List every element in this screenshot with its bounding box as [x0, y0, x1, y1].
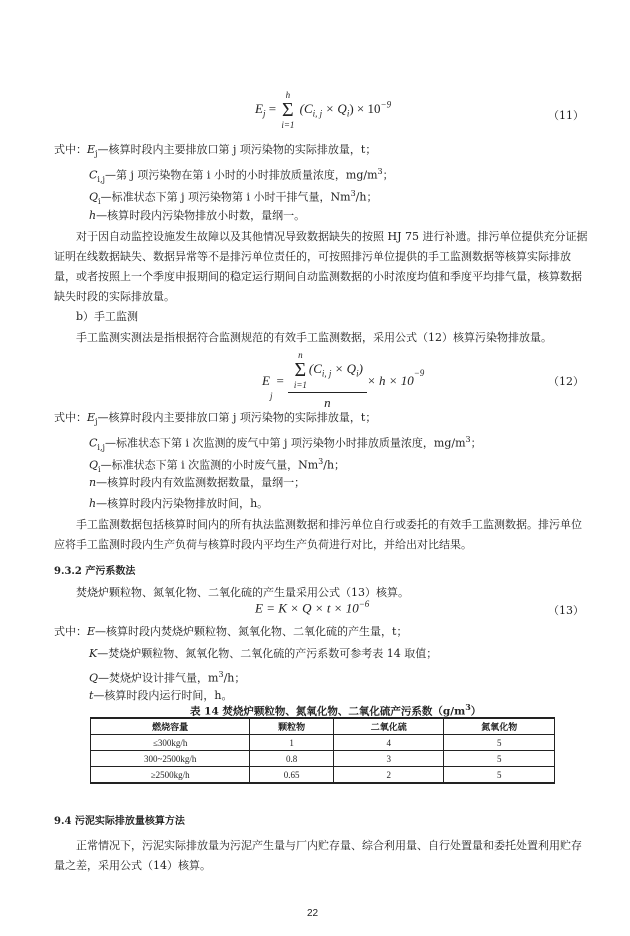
equation-11: $E_j$ = h Σ i=1 $(C_{i, j} \times Q_i) \times 10^{-9}$ [255, 90, 392, 130]
definition-line: $C_{i,j}—$第 j 项污染物在第 i 小时的小时排放质量浓度，$mg/m^3$； [89, 167, 394, 184]
table-cell: 0.65 [250, 767, 334, 784]
table-cell: 0.8 [250, 751, 334, 767]
definition-line: K—焚烧炉颗粒物、氮氧化物、二氧化硫的产污系数可参考表 14 取值； [89, 647, 438, 660]
paragraph: 对于因自动监控设施发生故障以及其他情况导致数据缺失的按照 HJ 75 进行补遗。排污单位提供充分证据证明在线数据缺失、数据异常等不是排污单位责任的，可按照排污单位提供的手工监测数据等核算实际排放量，或者按照上一个季度申报期间的稳定运行期间自动监测数据的小时浓度均值和季度平均排气量，核算数据缺失时段的实际排放量。 [54, 230, 588, 303]
table-cell: 3 [333, 751, 444, 767]
definition-line: $C_{i,j}—$标准状态下第 i 次监测的废气中第 j 项污染物小时排放质量浓度，$mg/m^3$； [89, 435, 482, 452]
table-cell: 4 [333, 735, 444, 751]
definition-line: h—核算时段内污染物排放时间，h。 [89, 497, 269, 510]
section-heading-9-4: 9.4 污泥实际排放量核算方法 [54, 816, 185, 827]
paragraph: 正常情况下，污泥实际排放量为污泥产生量与厂内贮存量、综合利用量、自行处置量和委托处置利用贮存量之差，采用公式（14）核算。 [54, 839, 582, 872]
table-header-row [91, 718, 555, 735]
definition-line: 式中：$E_j—$核算时段内主要排放口第 j 项污染物的实际排放量，t； [54, 411, 377, 427]
table-row [91, 751, 555, 767]
table-cell: 1 [250, 735, 334, 751]
paragraph: 焚烧炉颗粒物、氮氧化物、二氧化硫的产生量采用公式（13）核算。 [76, 586, 409, 599]
table-row [91, 767, 555, 784]
table-cell: 300~2500kg/h [91, 751, 250, 767]
definition-line: h—核算时段内污染物排放小时数，量纲一。 [89, 209, 306, 222]
equation-13-number: （13） [548, 604, 584, 617]
section-heading-9-3-2: 9.3.2 产污系数法 [54, 566, 136, 577]
page-number: 22 [307, 908, 319, 919]
table-row [91, 735, 555, 751]
paragraph: 手工监测数据包括核算时间内的所有执法监测数据和排污单位自行或委托的有效手工监测数据。排污单位应将手工监测时段内生产负荷与核算时段内平均生产负荷进行对比，并给出对比结果。 [54, 518, 582, 551]
table-cell: ≥2500kg/h [91, 767, 250, 784]
equation-12-number: （12） [548, 375, 584, 388]
table-header-cell: 氮氧化物 [444, 718, 555, 735]
definition-line: 式中：E—核算时段内焚烧炉颗粒物、氮氧化物、二氧化硫的产生量，t； [54, 625, 408, 638]
definition-line: $Q_i—$标准状态下第 j 项污染物第 i 小时干排气量，Nm$^3$/h； [89, 189, 378, 206]
equation-12: E j = n Σ i=1 $(C_{i, j} \times Q_i)$ n × h × 10 $^{-9}$ [262, 350, 425, 410]
definition-line: Q—焚烧炉设计排气量，$m^3/h$； [89, 670, 246, 685]
definition-line: $Q_i—$标准状态下第 i 次监测的小时废气量，Nm$^3$/h； [89, 457, 346, 474]
paragraph: 手工监测实测法是指根据符合监测规范的有效手工监测数据，采用公式（12）核算污染物排放量。 [76, 331, 552, 344]
table-cell: 2 [333, 767, 444, 784]
table-caption: 表 14 焚烧炉颗粒物、氮氧化物、二氧化硫产污系数$(g/m^3)$ [190, 702, 482, 718]
table-cell: 5 [444, 767, 555, 784]
table-header-cell: 颗粒物 [250, 718, 334, 735]
table-header-cell: 燃烧容量 [91, 718, 250, 735]
definition-line: n—核算时段内有效监测数据数量，量纲一； [89, 476, 306, 489]
table-cell: 5 [444, 751, 555, 767]
table-cell: 5 [444, 735, 555, 751]
table-header-cell: 二氧化硫 [333, 718, 444, 735]
section-heading-b: b）手工监测 [76, 310, 139, 323]
equation-11-number: （11） [548, 109, 584, 122]
definition-line: t—核算时段内运行时间，h。 [89, 689, 233, 702]
table-14 [90, 717, 555, 784]
definition-line: 式中：$E_j—$核算时段内主要排放口第 j 项污染物的实际排放量，t； [54, 143, 377, 159]
equation-13: $E = K \times Q \times t \times 10^{-6}$ [255, 599, 370, 616]
table-cell: ≤300kg/h [91, 735, 250, 751]
